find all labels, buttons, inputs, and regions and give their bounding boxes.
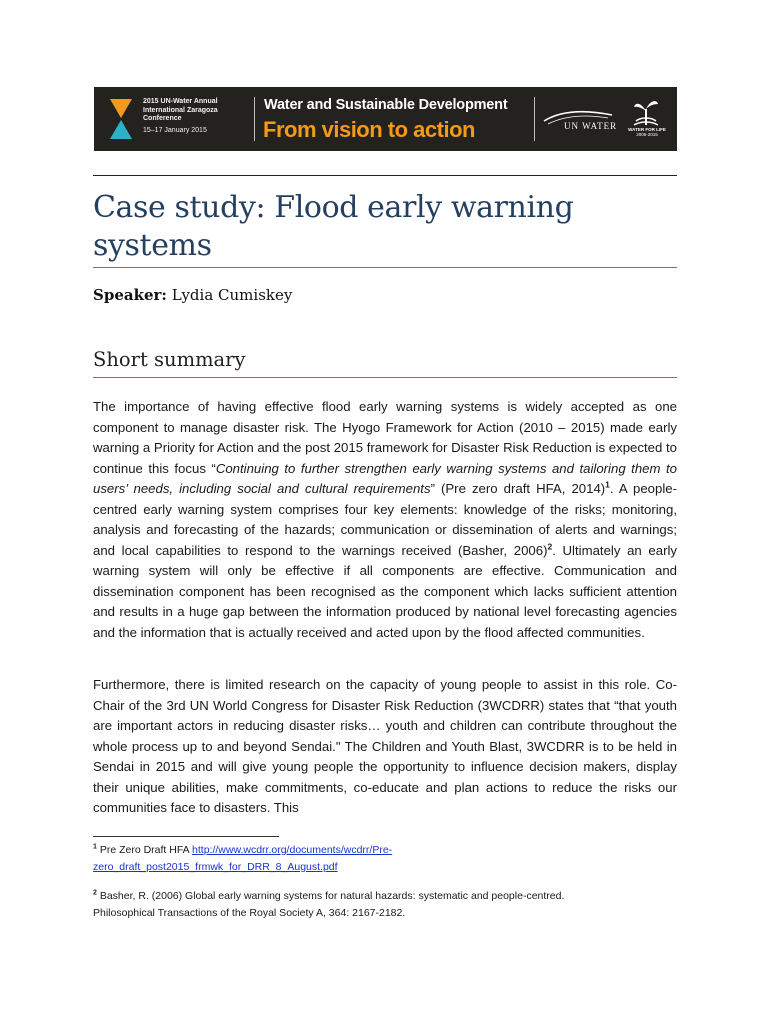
footnote-text: Philosophical Transactions of the Royal Society A, 364: 2167-2182. [93,907,406,919]
section-underline [93,377,677,378]
water-for-life-title: WATER FOR LIFE [628,127,666,132]
summary-paragraph-2: Furthermore, there is limited research on the capacity of young people to assist in this role. Co-Chair of the 3rd UN World Congress for Disaster Risk Reduction (3WCDRR) states that “that youth are important actors in reducing disaster risks… youth and children can contribute throughout the whole process up to and beyond Sendai." The Children and Youth Blast, 3WCDRR is to be held in Sendai in 2015 and will give young people the opportunity to influence decision makers, display their unique abilities, make commitments, co-educate and plan actions to reduce the risks our communities face to disasters. This [93,677,677,815]
conference-info [143,98,263,135]
footnote-link[interactable]: http://www.wcdrr.org/documents/wcdrr/Pre- [192,844,393,856]
footnote-text: Basher, R. (2006) Global early warning systems for natural hazards: systematic and people-centred. [96,890,565,902]
conference-dates: 15–17 January 2015 [143,126,207,134]
paragraph-text: ” (Pre zero draft HFA, 2014) [430,481,606,496]
footnote-number: 1 [93,843,97,851]
footnote-1 [93,842,677,876]
title-underline [93,267,677,268]
water-for-life-years: 2005-2015 [636,132,658,137]
paragraph-text: The importance of having effective flood early warning systems is widely accepted as one component to manage disaster risk. The Hyogo Framework for Action (2010 – 2015) made early warning a Priority for Action and the post 2015 framework for Disaster Risk Reduction is expected to continue this focus “ [93,399,677,476]
footnote-ref-2[interactable]: 2 [547,541,553,552]
conference-line-3: Conference [143,115,182,123]
footnote-text: Pre Zero Draft HFA [96,844,193,856]
banner-subtitle: Water and Sustainable Development [264,97,508,113]
water-for-life-logo-icon [632,97,660,127]
summary-paragraph-1 [93,397,677,643]
banner-headline: From vision to action [263,117,475,142]
quoted-text: Continuing to further strengthen early warning systems and tailoring them to users’ needs, including social and cultural requirements [93,460,677,496]
footnote-separator [93,836,279,837]
footnote-number: 2 [93,889,97,897]
speaker-label: Speaker: [93,286,167,304]
conference-banner [94,87,677,151]
speaker-line [93,286,292,304]
un-water-label: UN WATER [564,121,618,131]
footnote-2 [93,888,677,922]
footnote-ref-1[interactable]: 1 [605,479,610,490]
speaker-name: Lydia Cumiskey [171,286,293,304]
section-heading: Short summary [93,348,246,371]
paragraph-text: . Ultimately an early warning system will only be effective if all components are effective. Communication and dissemination component has been recognised as the component which lacks sufficient attention and results in a huge gap between the information produced by national level forecasting agencies and the information that is actually received and acted upon by the flood affected communities. [93,542,678,640]
banner-divider [534,97,535,141]
paragraph-text: . A people-centred early warning system comprises four key elements: knowledge of the risks; monitoring, analysis and forecasting of the hazards; communication or dissemination of alerts and warnings; and local capabilities to respond to the warnings received (Basher, 2006) [93,481,677,558]
banner-divider [254,97,255,141]
conference-line-1: 2015 UN-Water Annual [143,98,218,105]
header-divider [93,175,677,176]
page-title: Case study: Flood early warning systems [93,190,574,263]
water-for-life-label [622,127,672,137]
footnote-link[interactable]: zero_draft_post2015_frmwk_for_DRR_8_August.pdf [93,861,338,873]
hourglass-logo-icon [110,99,132,139]
conference-line-2: International Zaragoza [143,106,218,114]
